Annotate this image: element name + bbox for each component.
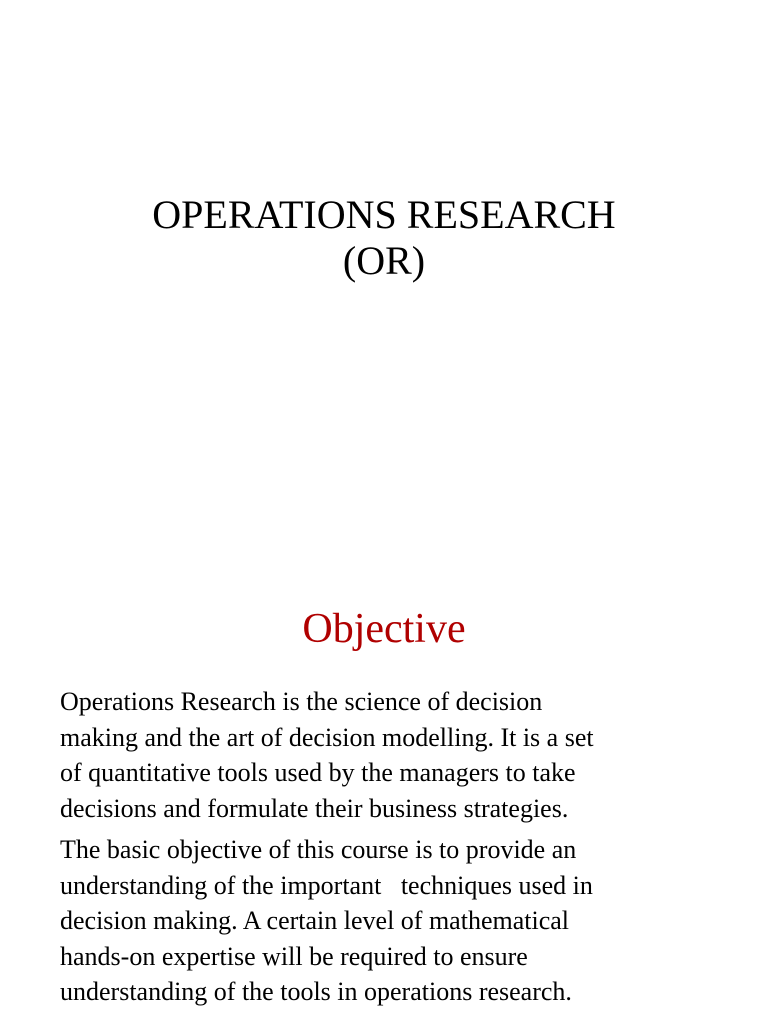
objective-body	[60, 684, 720, 1016]
text-line: understanding of the important techniques used in	[60, 870, 593, 900]
text-line: decisions and formulate their business strategies.	[60, 793, 569, 823]
text-line: making and the art of decision modelling. It is a set	[60, 722, 594, 752]
text-line: Operations Research is the science of decision	[60, 687, 543, 716]
text-line: of quantitative tools used by the managers to take	[60, 758, 576, 787]
text-line: The basic objective of this course is to provide an	[60, 835, 577, 864]
slide-title-line: (OR)	[342, 238, 426, 283]
paragraph	[60, 832, 720, 1010]
text-line: decision making. A certain level of mathematical	[60, 906, 569, 935]
text-line: hands-on expertise will be required to ensure	[60, 941, 528, 971]
slide-title-line: OPERATIONS RESEARCH	[152, 192, 616, 237]
slide-title	[0, 192, 768, 284]
text-line: understanding of the tools in operations research.	[60, 977, 572, 1006]
objective-heading: Objective	[302, 606, 466, 652]
objective-slide	[0, 576, 768, 1024]
paragraph	[60, 684, 720, 826]
